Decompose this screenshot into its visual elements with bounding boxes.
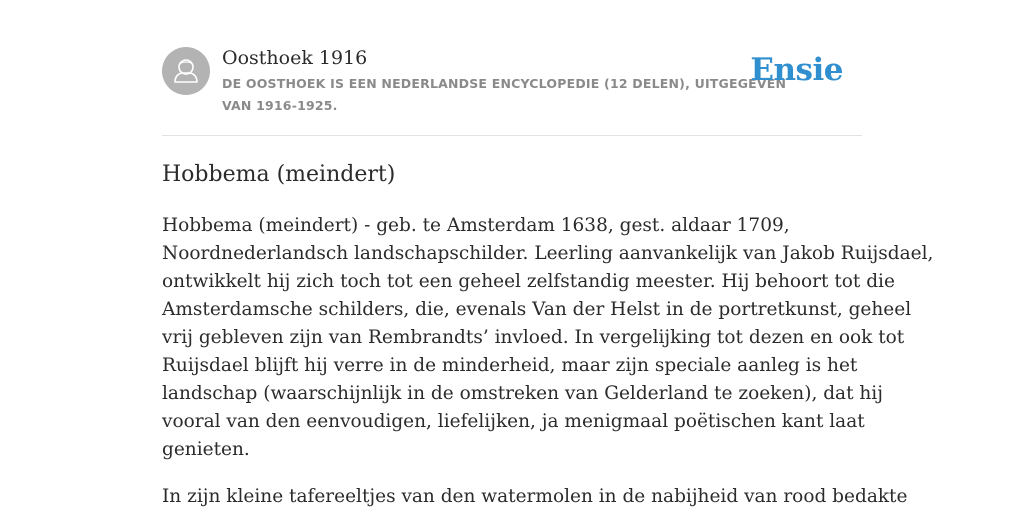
entry-body [162, 212, 934, 512]
source-title[interactable]: Oosthoek 1916 [222, 47, 368, 69]
entry-text-line: vrij gebleven zijn van Rembrandts’ invloed. In vergelijking tot dezen en ook tot [162, 327, 905, 348]
source-description [222, 73, 787, 117]
entry-text-line: landschap (waarschijnlijk in de omstreken van Gelderland te zoeken), dat hij [162, 383, 883, 404]
source-description-line: VAN 1916-1925. [222, 98, 338, 113]
source-avatar[interactable] [162, 47, 210, 95]
entry-text-line: ontwikkelt hij zich toch tot een geheel zelfstandig meester. Hij behoort tot die [162, 271, 895, 292]
entry-text-line: Ruijsdael blijft hij verre in de minderheid, maar zijn speciale aanleg is het [162, 355, 858, 376]
entry-text-line: vooral van den eenvoudigen, liefelijken, ja menigmaal poëtischen kant laat [162, 411, 865, 432]
source-description-line: DE OOSTHOEK IS EEN NEDERLANDSE ENCYCLOPEDIE (12 DELEN), UITGEGEVEN [222, 76, 787, 91]
source-header [162, 46, 862, 116]
entry-text-line: In zijn kleine tafereeltjes van den watermolen in de nabijheid van rood bedakte [162, 486, 908, 507]
entry-paragraph [162, 483, 908, 511]
entry-text-line: genieten. [162, 439, 250, 460]
entry-text-line: Amsterdamsche schilders, die, evenals Van der Helst in de portretkunst, geheel [162, 299, 912, 320]
entry-text-line: Hobbema (meindert) - geb. te Amsterdam 1638, gest. aldaar 1709, [162, 215, 790, 236]
entry-paragraph [162, 212, 934, 464]
entry-title: Hobbema (meindert) [162, 162, 396, 187]
entry-text-line: Noordnederlandsch landschapschilder. Leerling aanvankelijk van Jakob Ruijsdael, [162, 243, 934, 264]
ensie-logo[interactable]: Ensie [750, 52, 843, 88]
user-icon [162, 47, 210, 95]
header-divider [162, 135, 862, 136]
